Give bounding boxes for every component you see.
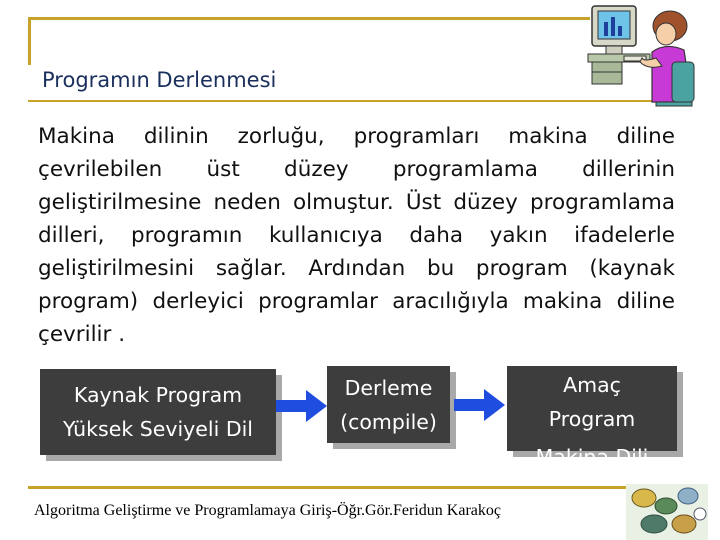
frame-top-rule [28, 17, 590, 20]
frame-left-rule [28, 17, 31, 65]
source-program-box [40, 369, 276, 455]
coins-clipart-icon [626, 484, 708, 540]
compile-english-label: (compile) [340, 409, 437, 434]
target-language-label: Makina Dili [535, 445, 649, 469]
slide-body-text: Makina dilinin zorluğu, programları makina diline çevrilebilen üst düzey programlama dillerinin geliştirilmesine neden olmuştur. Üst düzey programlama dilleri, programın kullanıcıya daha yakın ifadelerle geliştirilmesini sağlar. Ardından bu program (kaynak program) derleyici programlar aracılığıyla makina diline çevrilir . [38, 124, 675, 347]
footer-rule [28, 486, 626, 489]
right-arrow-icon [276, 389, 328, 423]
source-program-label: Kaynak Program [73, 383, 243, 407]
person-at-computer-icon [586, 2, 698, 114]
target-program-label: Program [548, 407, 636, 431]
compile-step-box [327, 366, 450, 443]
compile-label: Derleme [344, 375, 433, 400]
source-language-label: Yüksek Seviyeli Dil [63, 417, 253, 441]
target-program-box [507, 366, 677, 469]
target-label: Amaç [563, 373, 621, 397]
title-underline [28, 100, 678, 102]
slide-footer: Algoritma Geliştirme ve Programlamaya Giriş-Öğr.Gör.Feridun Karakoç [34, 502, 501, 519]
right-arrow-icon [454, 388, 506, 422]
slide-title: Programın Derlenmesi [42, 68, 277, 92]
